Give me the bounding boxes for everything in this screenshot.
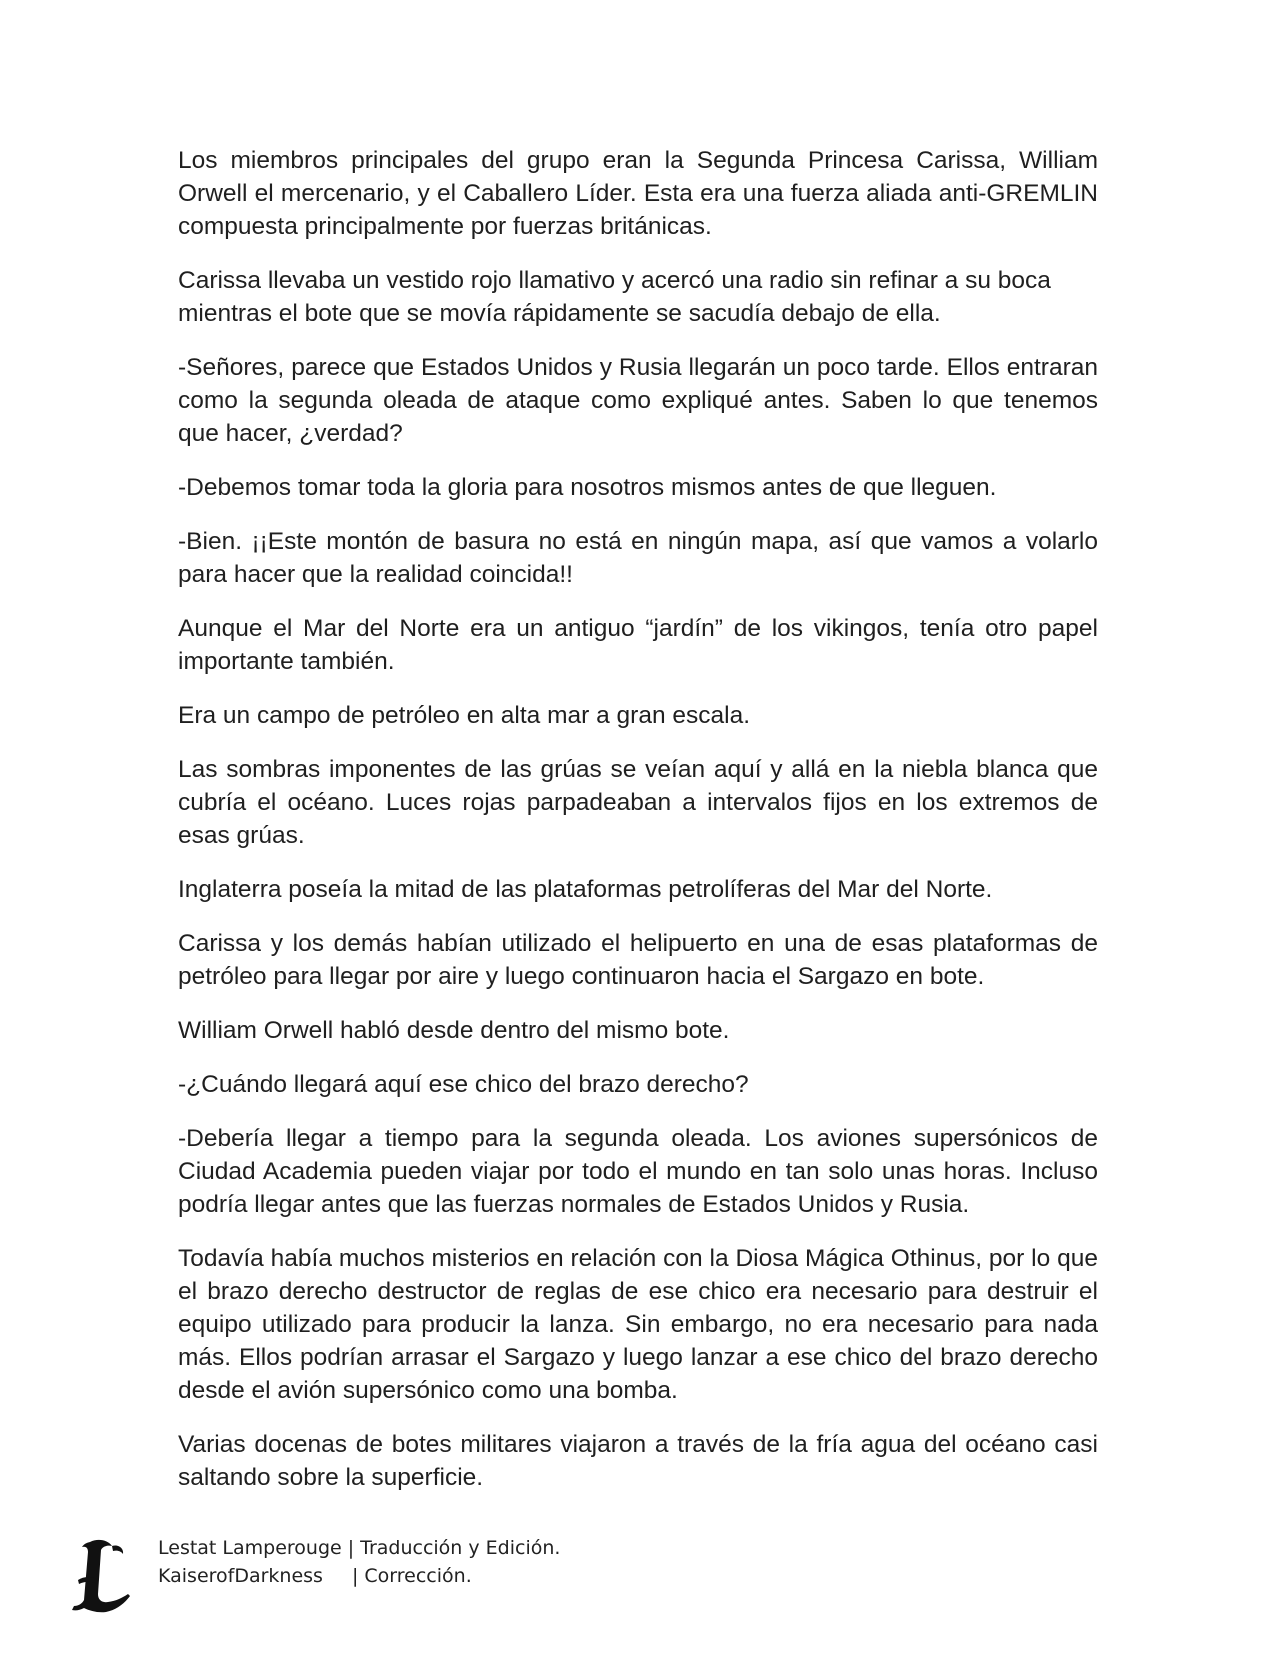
paragraph: -Señores, parece que Estados Unidos y Rusia llegarán un poco tarde. Ellos entraran como la segunda oleada de ataque como expliqué antes. Saben lo que tenemos que hacer, ¿verdad? bbox=[178, 354, 1098, 447]
credit-name: KaiserofDarkness bbox=[158, 1565, 323, 1587]
paragraph: Carissa y los demás habían utilizado el helipuerto en una de esas plataformas de petróleo para llegar por aire y luego continuaron hacia el Sargazo en bote. bbox=[178, 930, 1098, 990]
paragraph: Las sombras imponentes de las grúas se veían aquí y allá en la niebla blanca que cubría el océano. Luces rojas parpadeaban a intervalos fijos en los extremos de esas grúas. bbox=[178, 756, 1098, 849]
page-footer bbox=[60, 1532, 760, 1622]
credit-row bbox=[158, 1534, 560, 1562]
body-text bbox=[178, 144, 1098, 1515]
paragraph: Inglaterra poseía la mitad de las plataformas petrolíferas del Mar del Norte. bbox=[178, 876, 993, 903]
paragraph: Varias docenas de botes militares viajaron a través de la fría agua del océano casi saltando sobre la superficie. bbox=[178, 1431, 1098, 1491]
gothic-letter-l-logo-icon bbox=[68, 1536, 138, 1616]
credit-role: Traducción y Edición. bbox=[360, 1537, 561, 1559]
credit-separator: | bbox=[352, 1565, 359, 1587]
paragraph: Todavía había muchos misterios en relación con la Diosa Mágica Othinus, por lo que el brazo derecho destructor de reglas de ese chico era necesario para destruir el equipo utilizado para producir la lanza. Sin embargo, no era necesario para nada más. Ellos podrían arrasar el Sargazo y luego lanzar a ese chico del brazo derecho desde el avión supersónico como una bomba. bbox=[178, 1245, 1098, 1404]
paragraph: -Debemos tomar toda la gloria para nosotros mismos antes de que lleguen. bbox=[178, 474, 997, 501]
paragraph: Era un campo de petróleo en alta mar a gran escala. bbox=[178, 702, 751, 729]
paragraph: Los miembros principales del grupo eran la Segunda Princesa Carissa, William Orwell el mercenario, y el Caballero Líder. Esta era una fuerza aliada anti-GREMLIN compuesta principalmente por fuerzas británicas. bbox=[178, 147, 1098, 240]
paragraph: William Orwell habló desde dentro del mismo bote. bbox=[178, 1017, 730, 1044]
credit-name: Lestat Lamperouge bbox=[158, 1537, 342, 1559]
paragraph: Carissa llevaba un vestido rojo llamativo y acercó una radio sin refinar a su boca mientras el bote que se movía rápidamente se sacudía debajo de ella. bbox=[178, 267, 1051, 327]
paragraph: Aunque el Mar del Norte era un antiguo “jardín” de los vikingos, tenía otro papel importante también. bbox=[178, 615, 1098, 675]
credits bbox=[158, 1534, 560, 1590]
paragraph: -¿Cuándo llegará aquí ese chico del brazo derecho? bbox=[178, 1071, 749, 1098]
paragraph: -Bien. ¡¡Este montón de basura no está en ningún mapa, así que vamos a volarlo para hacer que la realidad coincida!! bbox=[178, 528, 1098, 588]
credit-role: Corrección. bbox=[364, 1565, 472, 1587]
credit-separator: | bbox=[347, 1537, 355, 1559]
paragraph: -Debería llegar a tiempo para la segunda oleada. Los aviones supersónicos de Ciudad Academia pueden viajar por todo el mundo en tan solo unas horas. Incluso podría llegar antes que las fuerzas normales de Estados Unidos y Rusia. bbox=[178, 1125, 1098, 1218]
credit-row bbox=[158, 1562, 560, 1590]
